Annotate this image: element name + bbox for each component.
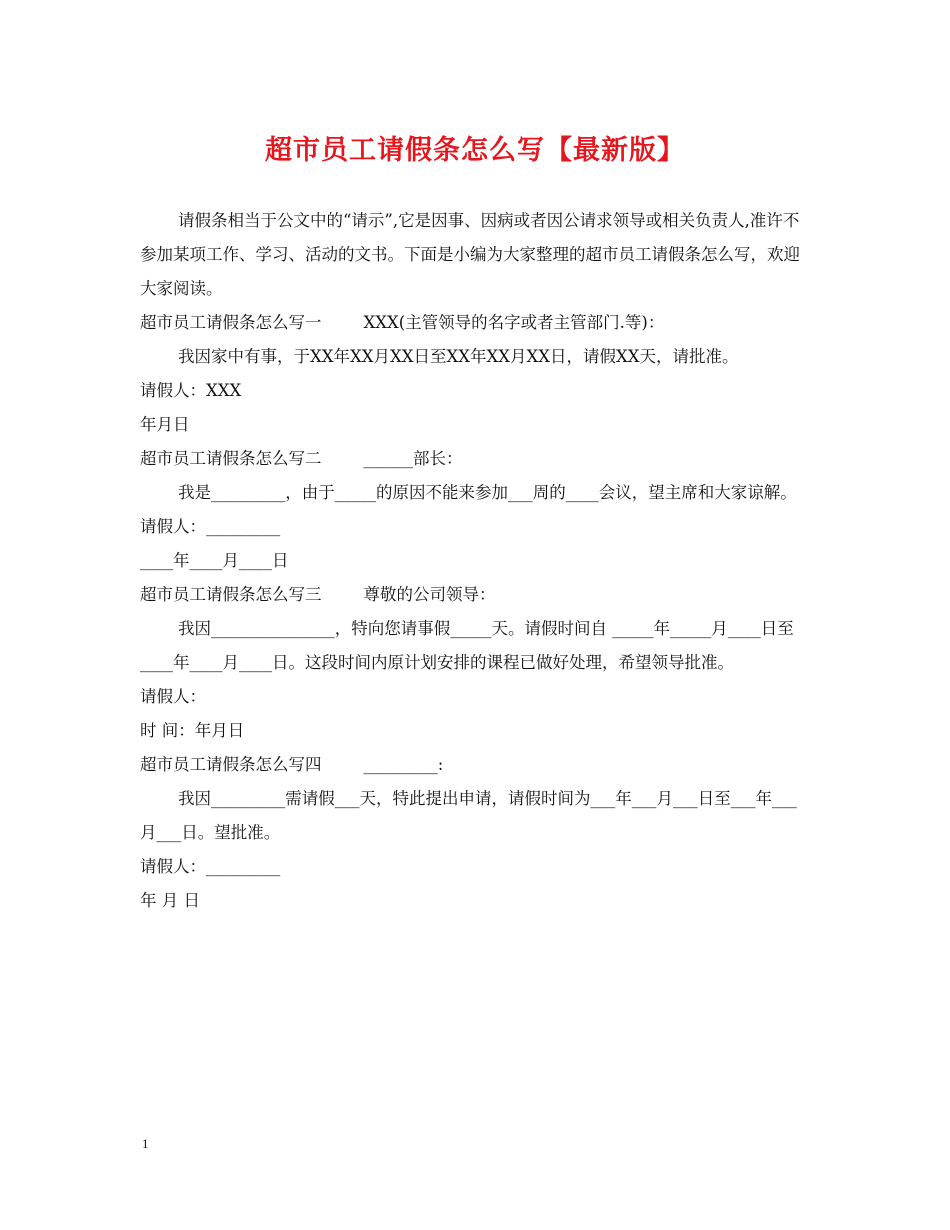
section-2-heading: 超市员工请假条怎么写二 ______部长： [140,449,463,468]
section-2-signer: 请假人：_________ [140,517,281,536]
section-3-heading: 超市员工请假条怎么写三 尊敬的公司领导： [140,585,496,604]
document-body [140,204,812,918]
section-3-body: 我因_______________，特向您请事假_____天。请假时间自 _____年_____月____日至____年____月____日。这段时间内原计划安排的课程已做好处理，希望领导批准。 [140,619,794,672]
section-2-body: 我是_________，由于_____的原因不能来参加___周的____会议，望主席和大家谅解。 [178,483,797,502]
section-1-date: 年月日 [140,415,190,434]
section-4-body: 我因_________需请假___天，特此提出申请，请假时间为___年___月___日至___年___月___日。望批准。 [140,789,797,842]
section-1-heading: 超市员工请假条怎么写一 XXX(主管领导的名字或者主管部门.等)： [140,313,665,332]
section-1-signer: 请假人：XXX [140,381,242,400]
intro-paragraph: 请假条相当于公文中的“请示”,它是因事、因病或者因公请求领导或相关负责人,准许不参加某项工作、学习、活动的文书。下面是小编为大家整理的超市员工请假条怎么写，欢迎大家阅读。 [140,211,800,298]
section-1-body: 我因家中有事，于XX年XX月XX日至XX年XX月XX日，请假XX天，请批准。 [178,347,739,366]
section-4-signer: 请假人：_________ [140,857,281,876]
section-3-date: 时 间：年月日 [140,721,245,740]
section-2-date: ____年____月____日 [140,551,289,570]
document-title: 超市员工请假条怎么写【最新版】 [265,135,685,166]
section-4-date: 年 月 日 [140,891,200,910]
section-3-signer: 请假人： [140,687,206,706]
section-4-heading: 超市员工请假条怎么写四 _________: [140,755,444,774]
page-number: 1 [142,1136,149,1151]
